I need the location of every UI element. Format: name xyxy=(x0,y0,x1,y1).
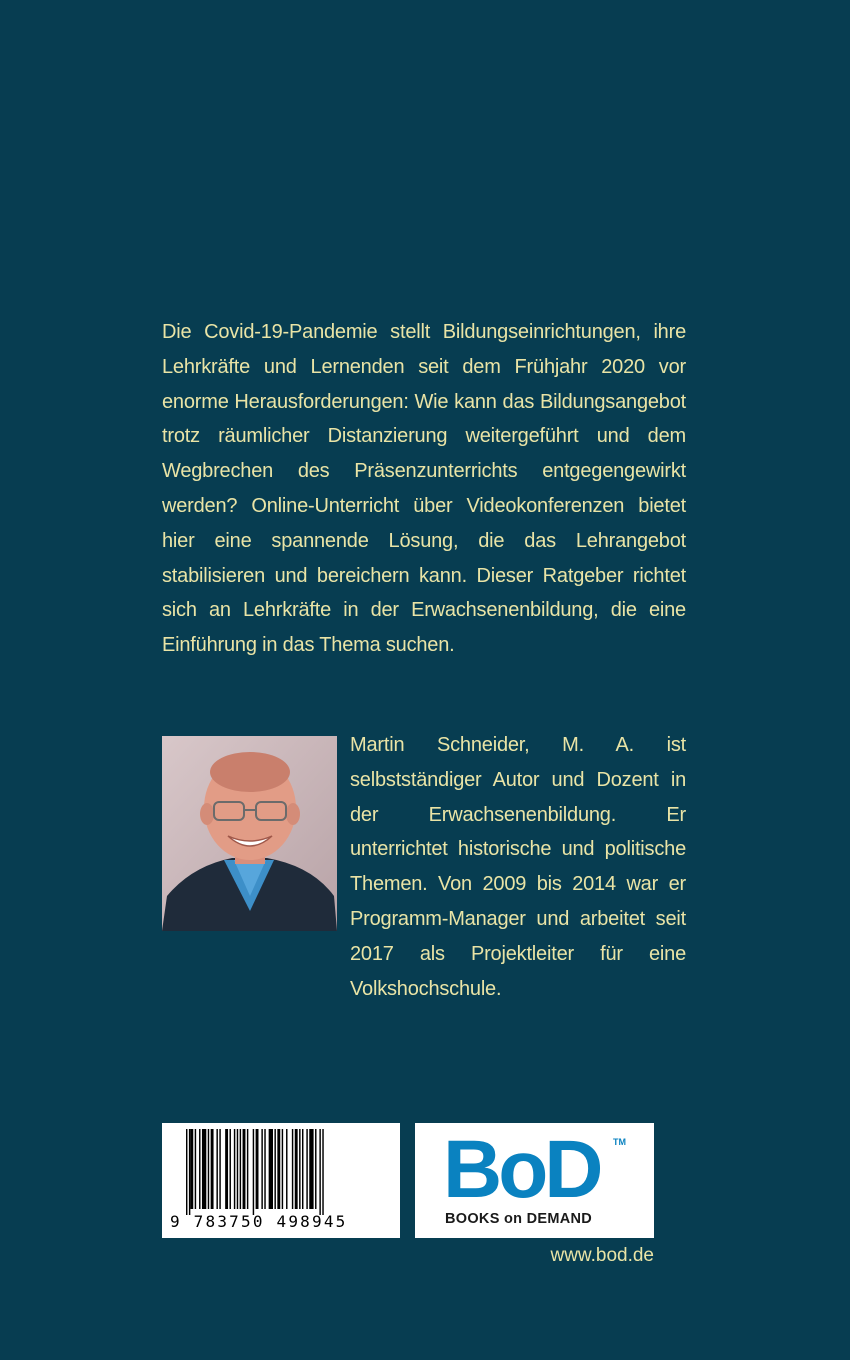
publisher-logo xyxy=(415,1123,654,1238)
barcode-bar xyxy=(237,1129,238,1209)
barcode-bar xyxy=(261,1129,262,1209)
barcode-bar xyxy=(195,1129,196,1209)
barcode-bar xyxy=(190,1129,193,1209)
barcode-bar xyxy=(234,1129,235,1209)
barcode-bar xyxy=(282,1129,283,1209)
barcode-bar xyxy=(299,1129,300,1209)
barcode-bar xyxy=(202,1129,206,1209)
barcode-bar xyxy=(189,1129,190,1215)
barcode-bar xyxy=(199,1129,200,1209)
barcode-bar xyxy=(286,1129,287,1209)
barcode-bar xyxy=(322,1129,323,1215)
barcode-bar xyxy=(225,1129,228,1209)
barcode-bar xyxy=(253,1129,254,1215)
barcode-bar xyxy=(240,1129,241,1209)
barcode-bar xyxy=(315,1129,316,1209)
barcode-bar xyxy=(243,1129,246,1209)
barcode-bar xyxy=(274,1129,275,1209)
barcode-bar xyxy=(256,1129,259,1209)
trademark-symbol: TM xyxy=(613,1137,626,1147)
publisher-tagline: BOOKS on DEMAND xyxy=(445,1211,593,1227)
author-photo xyxy=(162,736,337,931)
barcode-bar xyxy=(230,1129,231,1209)
barcode-bar xyxy=(309,1129,313,1209)
barcode-bar xyxy=(264,1129,265,1209)
barcode-bar xyxy=(208,1129,209,1209)
author-portrait-illustration xyxy=(162,736,337,931)
isbn-barcode xyxy=(162,1123,400,1238)
barcode-bar xyxy=(186,1129,187,1215)
barcode-bar xyxy=(269,1129,273,1209)
barcode-bar xyxy=(292,1129,293,1209)
bod-logo-wordmark: BoD xyxy=(443,1124,600,1215)
isbn-number: 9 783750 498945 xyxy=(170,1212,348,1231)
cover-blurb: Die Covid-19-Pandemie stellt Bildungseinrichtungen, ihre Lehrkräfte und Lernenden seit dem Frühjahr 2020 vor enorme Herausforderungen: Wie kann das Bildungsangebot trotz räumlicher Distanzierung weitergeführt und dem Wegbrechen des Präsenzunterrichts entgegengewirkt werden? Online-Unterricht über Videokonferenzen bietet hier eine spannende Lösung, die das Lehrangebot stabilisieren und bereichern kann. Dieser Ratgeber richtet sich an Lehrkräfte in der Erwachsenenbildung, die eine Einführung in das Thema suchen. xyxy=(162,321,686,657)
publisher-website: www.bod.de xyxy=(550,1245,654,1266)
barcode-bar xyxy=(306,1129,307,1209)
barcode-bar xyxy=(319,1129,320,1215)
barcode-bar xyxy=(219,1129,220,1209)
author-bio: Martin Schneider, M. A. ist selbstständiger Autor und Dozent in der Erwachsenenbildung. Er unterrichtet historische und politische Themen. Von 2009 bis 2014 war er Programm-Manager und arbeitet seit 2017 als Projektleiter für eine Volkshochschule. xyxy=(350,734,686,1000)
barcode-bar xyxy=(216,1129,217,1209)
barcode-bar xyxy=(247,1129,248,1209)
barcode-bar xyxy=(277,1129,280,1209)
barcode-bar xyxy=(302,1129,303,1209)
barcode-bar xyxy=(211,1129,214,1209)
barcode-bar xyxy=(295,1129,298,1209)
